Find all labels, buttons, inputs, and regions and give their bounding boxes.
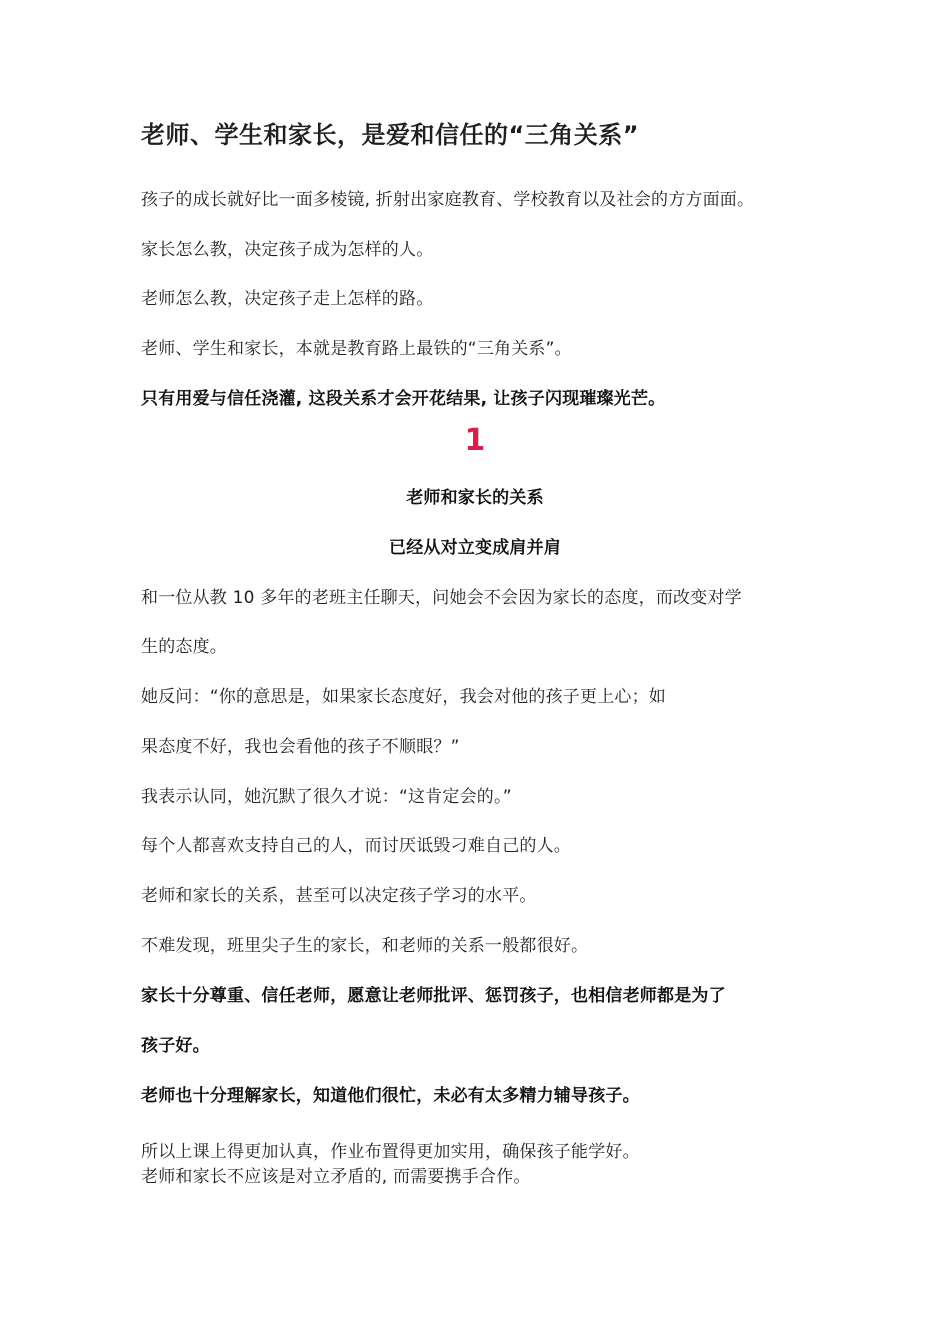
body-paragraph: 每个人都喜欢支持自己的人，而讨厌诋毁刁难自己的人。 (141, 836, 571, 856)
body-paragraph: 不难发现，班里尖子生的家长，和老师的关系一般都很好。 (141, 936, 589, 956)
section-heading: 老师和家长的关系 (406, 488, 544, 508)
body-paragraph: 生的态度。 (141, 637, 227, 657)
body-paragraph: 所以上课上得更加认真，作业布置得更加实用，确保孩子能学好。 (141, 1142, 640, 1162)
body-paragraph: 我表示认同，她沉默了很久才说：“这肯定会的。” (141, 787, 512, 807)
intro-paragraph: 家长怎么教，决定孩子成为怎样的人。 (141, 240, 434, 260)
section-number: 1 (464, 423, 486, 458)
body-paragraph: 果态度不好，我也会看他的孩子不顺眼？” (141, 737, 460, 757)
intro-paragraph: 老师怎么教，决定孩子走上怎样的路。 (141, 289, 434, 309)
intro-emphasis: 只有用爱与信任浇灌, 这段关系才会开花结果, 让孩子闪现璀璨光芒。 (141, 389, 666, 409)
body-emphasis: 孩子好。 (141, 1036, 210, 1056)
body-emphasis: 老师也十分理解家长，知道他们很忙，未必有太多精力辅导孩子。 (141, 1086, 640, 1106)
body-paragraph: 和一位从教 10 多年的老班主任聊天，问她会不会因为家长的态度，而改变对学 (141, 588, 742, 608)
section-subheading: 已经从对立变成肩并肩 (389, 538, 561, 558)
intro-paragraph: 老师、学生和家长，本就是教育路上最铁的“三角关系”。 (141, 339, 572, 359)
body-paragraph: 老师和家长不应该是对立矛盾的, 而需要携手合作。 (141, 1167, 531, 1187)
body-paragraph: 她反问：“你的意思是，如果家长态度好，我会对他的孩子更上心；如 (141, 687, 667, 707)
intro-paragraph: 孩子的成长就好比一面多棱镜, 折射出家庭教育、学校教育以及社会的方方面面。 (141, 190, 755, 210)
body-emphasis: 家长十分尊重、信任老师，愿意让老师批评、惩罚孩子，也相信老师都是为了 (141, 986, 726, 1006)
article-title: 老师、学生和家长，是爱和信任的“三角关系” (141, 121, 640, 149)
body-paragraph: 老师和家长的关系，甚至可以决定孩子学习的水平。 (141, 886, 537, 906)
